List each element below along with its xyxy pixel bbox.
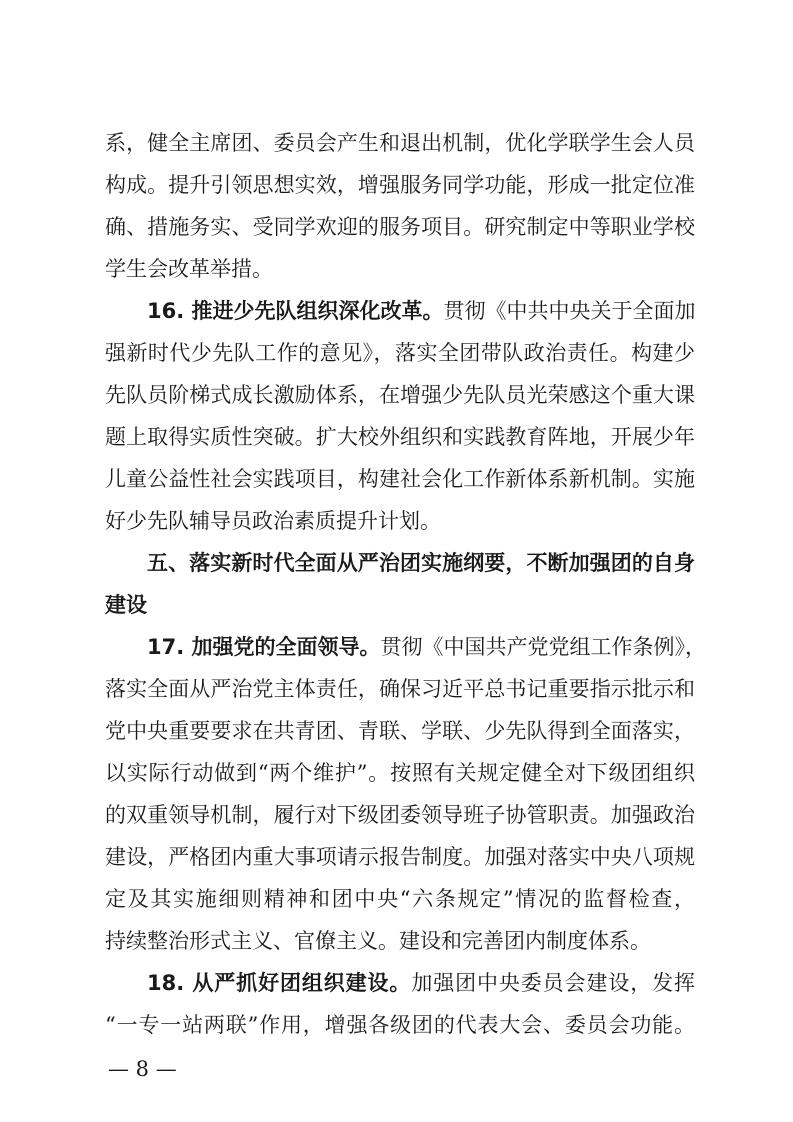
paragraph-line: 先队员阶梯式成长激励体系，在增强少先队员光荣感这个重大课 [105,383,695,407]
item-16-first-line [147,298,695,324]
paragraph-line: 建设，严格团内重大事项请示报告制度。加强对落实中央八项规 [105,845,695,869]
section-heading-continued: 建设 [105,593,147,617]
paragraph-line: 定及其实施细则精神和团中央“六条规定”情况的监督检查， [105,887,695,911]
paragraph-line: 党中央重要要求在共青团、青联、学联、少先队得到全面落实， [105,719,695,743]
paragraph-line: 构成。提升引领思想实效，增强服务同学功能，形成一批定位准 [105,173,695,197]
page-number: — 8 — [108,1057,177,1081]
item-17-first-rest: 贯彻《中国共产党党组工作条例》， [380,635,707,659]
item-17-lead: 17. 加强党的全面领导。 [147,635,381,659]
paragraph-line: 儿童公益性社会实践项目，构建社会化工作新体系新机制。实施 [105,467,695,491]
paragraph-line: 确、措施务实、受同学欢迎的服务项目。研究制定中等职业学校 [105,215,695,239]
paragraph-line: “一专一站两联”作用，增强各级团的代表大会、委员会功能。 [105,1013,695,1037]
paragraph-line: 落实全面从严治党主体责任，确保习近平总书记重要指示批示和 [105,677,695,701]
section-heading: 五、落实新时代全面从严治团实施纲要，不断加强团的自身 [147,551,695,575]
paragraph-line: 持续整治形式主义、官僚主义。建设和完善团内制度体系。 [105,929,651,953]
paragraph-line: 强新时代少先队工作的意见》，落实全团带队政治责任。构建少 [105,341,695,365]
paragraph-line: 系，健全主席团、委员会产生和退出机制，优化学联学生会人员 [105,131,695,155]
paragraph-line: 好少先队辅导员政治素质提升计划。 [105,509,441,533]
item-18-first-line [147,970,695,996]
paragraph-line: 以实际行动做到“两个维护”。按照有关规定健全对下级团组织 [105,761,695,785]
paragraph-line: 学生会改革举措。 [105,257,273,281]
item-17-first-line [147,634,707,660]
paragraph-line: 的双重领导机制，履行对下级团委领导班子协管职责。加强政治 [105,803,695,827]
item-16-first-rest: 贯彻《中共中央关于全面加 [443,299,696,323]
item-16-lead: 16. 推进少先队组织深化改革。 [147,299,444,323]
item-18-first-rest: 加强团中央委员会建设，发挥 [411,971,695,995]
paragraph-line: 题上取得实质性突破。扩大校外组织和实践教育阵地，开展少年 [105,425,695,449]
item-18-lead: 18. 从严抓好团组织建设。 [147,971,412,995]
